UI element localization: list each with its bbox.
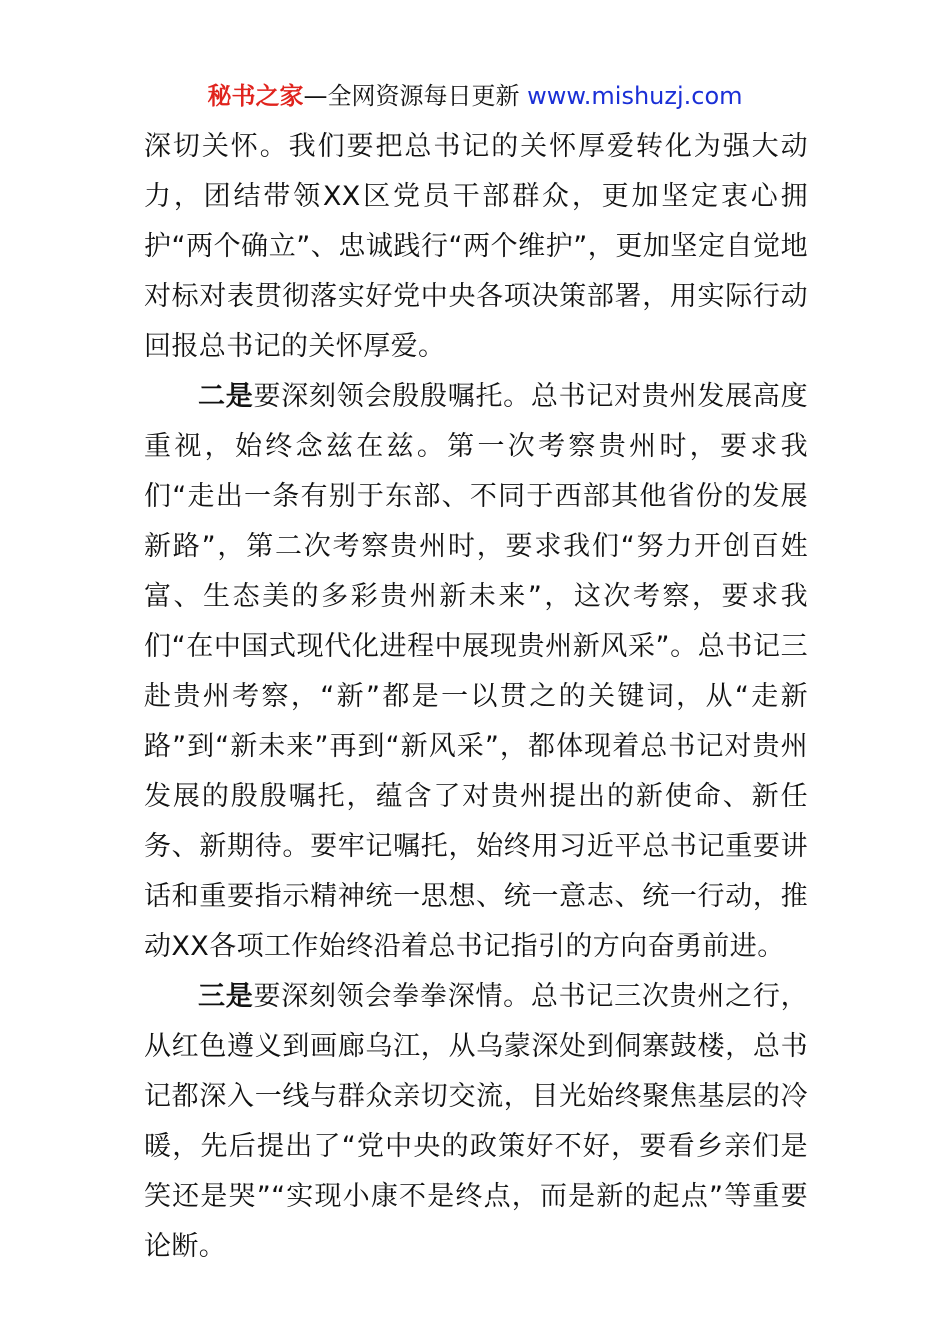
site-tagline: —全网资源每日更新: [303, 82, 528, 110]
paragraph-text: 要深刻领会拳拳深情。总书记三次贵州之行，从红色遵义到画廊乌江，从乌蒙深处到侗寨鼓楼，总书记都深入一线与群众亲切交流，目光始终聚焦基层的冷暖，先后提出了“党中央的政策好不好，要看乡亲们是笑还是哭”“实现小康不是终点，而是新的起点”等重要论断。: [144, 981, 809, 1262]
site-brand: 秘书之家: [207, 82, 304, 110]
paragraph-point-three: [144, 972, 808, 1272]
site-url-link[interactable]: www.mishuzj.com: [527, 82, 743, 110]
paragraph-text: 深切关怀。我们要把总书记的关怀厚爱转化为强大动力，团结带领XX区党员干部群众，更加坚定衷心拥护“两个确立”、忠诚践行“两个维护”，更加坚定自觉地对标对表贯彻落实好党中央各项决策部署，用实际行动回报总书记的关怀厚爱。: [144, 131, 808, 362]
page-header: [0, 80, 950, 112]
document-body: [144, 122, 808, 1272]
paragraph-lead: 二是: [198, 381, 254, 412]
paragraph-continued: [144, 122, 808, 372]
paragraph-text: 要深刻领会殷殷嘱托。总书记对贵州发展高度重视，始终念兹在兹。第一次考察贵州时，要求我们“走出一条有别于东部、不同于西部其他省份的发展新路”，第二次考察贵州时，要求我们“努力开创百姓富、生态美的多彩贵州新未来”，这次考察，要求我们“在中国式现代化进程中展现贵州新风采”。总书记三赴贵州考察，“新”都是一以贯之的关键词，从“走新路”到“新未来”再到“新风采”，都体现着总书记对贵州发展的殷殷嘱托，蕴含了对贵州提出的新使命、新任务、新期待。要牢记嘱托，始终用习近平总书记重要讲话和重要指示精神统一思想、统一意志、统一行动，推动XX各项工作始终沿着总书记指引的方向奋勇前进。: [144, 381, 809, 962]
paragraph-point-two: [144, 372, 808, 972]
paragraph-lead: 三是: [198, 981, 254, 1012]
